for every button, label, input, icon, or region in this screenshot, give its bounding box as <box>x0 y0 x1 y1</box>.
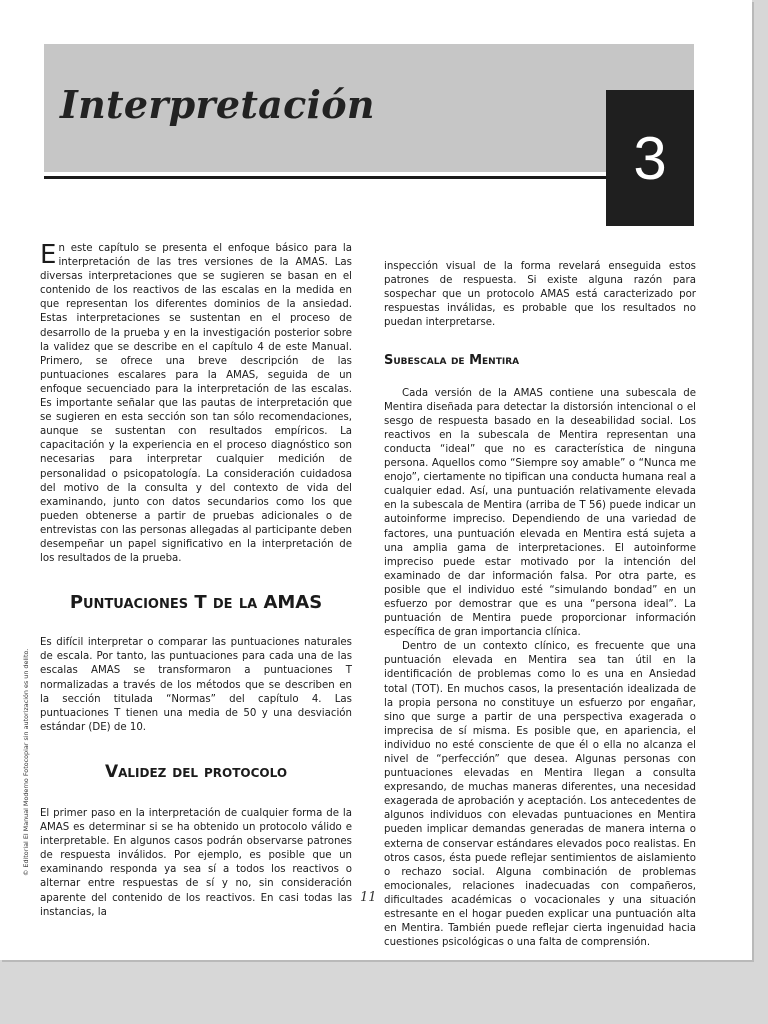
intro-text: n este capítulo se presenta el enfoque básico para la interpretación de las tres versiones de la AMAS. Las diversas interpretaciones que se sugieren se basan en el contenido de los reactivos de las escalas en la medida en que representan los diferentes dominios de la ansiedad. Estas interpretaciones se sustentan en el proceso de desarrollo de la prueba y en la investigación posterior sobre la validez que se describe en el capítulo 4 de este Manual. Primero, se ofrece una breve descripción de las puntuaciones escalares para la AMAS, seguida de un enfoque secuenciado para la interpretación de las escalas. Es importante señalar que las pautas de interpretación que se sugieren en esta sección son tan sólo recomendaciones, aunque se sustentan con resultados empíricos. La capacitación y la experiencia en el proceso diagnóstico son necesarias para interpretar cualquier medición de personalidad o psicopatología. La consideración cuidadosa del motivo de la consulta y del contexto de vida del examinando, junto con datos secundarios como los que pueden obtenerse a partir de pruebas adicionales o de entrevistas con las personas allegadas al participante deben desempeñar un papel significativo en la interpretación de los resultados de la prueba. <box>40 243 352 565</box>
chapter-number: 3 <box>633 124 667 192</box>
validity-paragraph: El primer paso en la interpretación de cualquier forma de la AMAS es determinar si se ha obtenido un protocolo válido e interpretable. En algunos casos podrán observarse patrones de respuesta inválidos. Por ejemplo, es posible que un examinando responda ya sea sí a todos los reactivos o alternar entre respuestas de sí y no, sin consideración aparente del contenido de los reactivos. En casi todas las instancias, la <box>40 808 352 918</box>
page-number: 11 <box>360 890 377 905</box>
chapter-number-box <box>606 90 694 226</box>
drop-cap: E <box>40 240 57 270</box>
lie-subscale-paragraph-1: Cada versión de la AMAS contiene una subescala de Mentira diseñada para detectar la distorsión intencional o el sesgo de respuesta basado en la deseabilidad social. Los reactivos en la subescala de Mentira representan una conducta “ideal” que no es característica de ninguna persona. Aquellos como “Siempre soy amable” o “Nunca me enojo”, ciertamente no tipifican una conducta humana real a cualquier edad. Así, una puntuación relativamente elevada en la subescala de Mentira (arriba de T 56) puede indicar un autoinforme impreciso. Dependiendo de una variedad de factores, una puntuación elevada en Mentira está sujeta a una amplia gama de interpretaciones. El autoinforme impreciso puede estar motivado por la intención del examinado de dar información falsa. Por otra parte, es posible que el individuo esté “simulando bondad” en un esfuerzo por demostrar que es una “persona ideal”. La puntuación de Mentira puede proporcionar información específica de gran importancia clínica. <box>384 387 696 639</box>
header-rule <box>44 176 610 179</box>
intro-paragraph <box>40 242 352 566</box>
chapter-title: Interpretación <box>60 82 375 127</box>
section-heading-lie-subscale: Subescala de Mentira <box>384 353 520 369</box>
lie-subscale-paragraph-2: Dentro de un contexto clínico, es frecuente que una puntuación elevada en Mentira sea tan útil en la identificación de problemas como lo es una en Ansiedad total (TOT). En muchos casos, la presentación idealizada de la propia persona no constituye un esfuerzo por engañar, sino que surge a partir de una perspectiva exagerada o imprecisa de sí misma. Es posible que, en apariencia, el individuo no esté consciente de que él o ella no alcanza el nivel de “perfección” que desea. Algunas personas con puntuaciones elevadas en Mentira llegan a consulta expresando, de muchas maneras diferentes, una necesidad exagerada de aprobación y aceptación. Los antecedentes de algunos individuos con elevadas puntuaciones en Mentira pueden implicar demandas generadas de manera interna o externa de conservar estándares elevados poco realistas. En otros casos, ésta puede reflejar sentimientos de aislamiento o rechazo social. Alguna combinación de problemas emocionales, relaciones inadecuadas con compañeros, dificultades académicas o vocacionales y una situación estresante en el hogar pueden explicar una puntuación alta en Mentira. También puede reflejar cierta ingenuidad hacia cuestiones psicológicas o una falta de comprensión. <box>384 641 696 949</box>
copyright-note: © Editorial El Manual Moderno Fotocopiar sin autorización es un delito. <box>22 648 30 876</box>
continuation-paragraph: inspección visual de la forma revelará enseguida estos patrones de respuesta. Si existe alguna razón para sospechar que un protocolo AMAS está caracterizado por respuestas inválidas, es probable que los resultados no puedan interpretarse. <box>384 261 696 329</box>
right-column <box>384 260 696 950</box>
section-heading-t-scores: Puntuaciones T de la AMAS <box>69 592 323 614</box>
section-heading-validity: Validez del protocolo <box>104 761 288 782</box>
t-scores-paragraph: Es difícil interpretar o comparar las puntuaciones naturales de escala. Por tanto, las puntuaciones para cada una de las escalas AMAS se transformaron a puntuaciones T normalizadas a través de los métodos que se describen en la sección titulada “Normas” del capítulo 4. Las puntuaciones T tienen una media de 50 y una desviación estándar (DE) de 10. <box>40 637 352 733</box>
left-column <box>40 242 352 920</box>
